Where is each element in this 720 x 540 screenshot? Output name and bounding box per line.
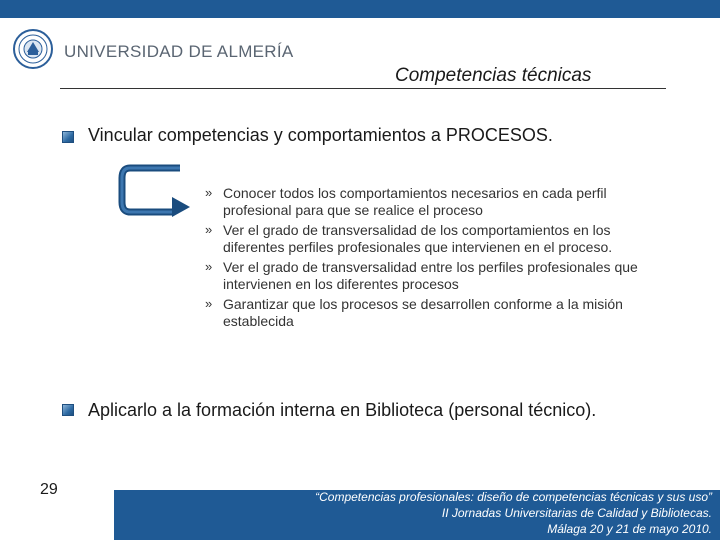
square-bullet-icon: [62, 404, 74, 416]
main-bullet-1: Vincular competencias y comportamientos a PROCESOS.: [88, 125, 553, 145]
list-item: [205, 222, 655, 255]
list-item: [205, 296, 655, 329]
footer-line-3: Málaga 20 y 21 de mayo 2010.: [547, 522, 712, 536]
square-bullet-icon: [62, 131, 74, 143]
chevron-right-icon: »: [205, 296, 213, 311]
top-bar: [0, 0, 720, 18]
chevron-right-icon: »: [205, 185, 213, 200]
list-item: [205, 185, 655, 218]
u-turn-arrow-icon: [118, 162, 202, 218]
sub-item-text: Ver el grado de transversalidad de los comportamientos en los diferentes perfiles profesionales que intervienen en el proceso.: [223, 222, 613, 255]
sub-item-text: Garantizar que los procesos se desarrollen conforme a la misión establecida: [223, 296, 623, 329]
chevron-right-icon: »: [205, 222, 213, 237]
sub-bullet-list: [205, 185, 655, 333]
footer-line-1: “Competencias profesionales: diseño de competencias técnicas y sus uso”: [315, 490, 712, 504]
footer-citation: [315, 489, 712, 537]
slide-title: Competencias técnicas: [395, 65, 592, 86]
university-seal-icon: [12, 28, 54, 70]
title-divider: [60, 88, 666, 89]
sub-item-text: Ver el grado de transversalidad entre los perfiles profesionales que intervienen en los diferentes procesos: [223, 259, 638, 292]
sub-item-text: Conocer todos los comportamientos necesarios en cada perfil profesional para que se realice el proceso: [223, 185, 607, 218]
university-name: UNIVERSIDAD DE ALMERÍA: [64, 42, 294, 61]
chevron-right-icon: »: [205, 259, 213, 274]
page-number: 29: [40, 481, 58, 498]
main-bullet-2: Aplicarlo a la formación interna en Biblioteca (personal técnico).: [88, 400, 597, 420]
footer-line-2: II Jornadas Universitarias de Calidad y Bibliotecas.: [441, 506, 712, 520]
list-item: [205, 259, 655, 292]
